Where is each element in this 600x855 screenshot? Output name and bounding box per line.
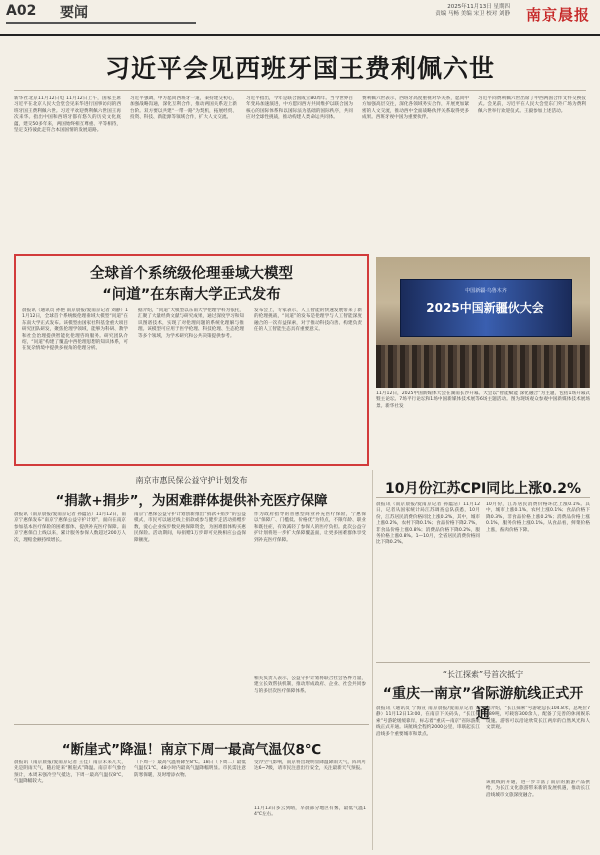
feature-headline-2: “问道”在东南大学正式发布 [102, 287, 281, 303]
feature-col-2: 据介绍，“问道”大模型以东南大学伦理学科为依托，汇聚了大量经典文献与研究成果，通过深度学习和知识图谱技术，实现了对伦理问题的系统化理解与推理。该模型可应用于医学伦理、科技伦理、生态伦理等多个领域，为学术研究和公共决策提供参考。 [138, 308, 244, 339]
masthead: 南京晨报 [525, 6, 590, 24]
medical-col-2: 南京宁惠保公益守护计划创新推出“捐款+捐步”的公益模式，市民可以通过线上捐款或参与健步走活动捐赠步数，爱心企业按步数兑换保障资金，为困难群体购买惠民保险。活动期间，每捐赠1万步即可兑换相应公益保障额度。 [134, 512, 246, 543]
photo-caption: 11月12日，2025中国新媒体大会在湖南长沙开幕。大会以“智能赋能 深化融合”为主题，包括1场开幕式暨主论坛、7场平行论坛和1场中国新媒体技术展等6场主题活动。图为现场观众参观中国新媒体技术展场景。新华社发 [376, 391, 590, 409]
section-name: 要闻 [60, 5, 88, 21]
route-kicker: “长江探索”号首次抵宁 [442, 670, 524, 679]
feature-col-3: 发布会上，专家表示，人工智能的快速发展带来了新的伦理挑战，“问道”的发布是伦理学与人工智能深度融合的一次有益探索，对于推动科技向善、构建负责任的人工智能生态具有重要意义。 [254, 308, 362, 333]
cpi-headline: 10月份江苏CPI同比上涨0.2% [384, 481, 582, 497]
top-headline: 习近平会见西班牙国王费利佩六世 [104, 54, 495, 83]
feature-headline-1: 全球首个系统级伦理垂域大模型 [90, 266, 293, 282]
weather-rule [14, 724, 369, 725]
top-story-col-4: 费利佩六世表示，西班牙高度重视对华关系，愿同中方加强高层交往，深化各领域务实合作，开展更加紧密的人文交流，推动西中全面战略伙伴关系取得更多成果。西班牙视中国为重要伙伴。 [362, 96, 469, 121]
feature-col-1: 晨报讯（通讯员 孙艳 南京晨报/爱南京记者 刘静）11月12日，全球首个系统级伦理垂域大模型“问道”在东南大学正式发布。该模型由国家社科基金重大项目研究团队研发，聚焦伦理学领域，能够为科研、教学和社会治理提供智能化伦理咨询服务。研究团队介绍，“问道”构建了覆盖中西伦理思想的知识体系，可在复杂情境中提供多视角的伦理分析。 [22, 308, 128, 352]
date-line: 2025年11月13日 星期四 [447, 4, 510, 10]
route-col-3: 该航线的开通，进一步丰富了南京的旅游产品供给，为长江文化旅游带来新的发展机遇，推动长江沿线城市文旅深度融合。 [486, 780, 590, 798]
headline-rule [14, 90, 586, 91]
cpi-rule [376, 497, 590, 498]
cpi-col-1: 晨报讯（南京晨报/爱南京记者 孙蕴洁）11月12日，记者从国家统计局江苏调查总队获悉，10月份，江苏居民消费价格同比上涨0.2%，其中，城市上涨0.2%，农村下降0.1%；食品价格下降2.7%，非食品价格上涨0.8%；消费品价格下降0.2%，服务价格上涨0.8%。1—10月，全省居民消费价格同比下降0.2%。 [376, 502, 480, 546]
news-photo [376, 257, 590, 388]
weather-col-2: （下周一）最高气温将降至8℃。18日（下周二）最低气温仅1℃，48小时内最高气温降幅明显。市民需注意防寒保暖，及时增添衣物。 [134, 760, 246, 778]
column-divider [372, 470, 373, 850]
weather-headline: “断崖式”降温！南京下周一最高气温仅8℃ [61, 742, 322, 758]
medical-col-4: 相关负责人表示，公益守护计划将联合社会各界力量，建立长效帮扶机制，推动形成政府、企业、社会共同参与的多层次医疗保障体系。 [254, 676, 366, 694]
medical-col-3: 作为政府指导的普惠型商业补充医疗保险，宁惠保以“保障广、门槛低、价格优”为特点，不限年龄、职业和既往症，有效减轻了参保人的医疗负担。此次公益守护计划将进一步扩大保障覆盖面，让更多困难群体享受到补充医疗保障。 [254, 512, 366, 543]
top-story-col-1: 新华社北京11月12日电 11月12日上午，国家主席习近平在北京人民大会堂会见来华进行国事访问的西班牙国王费利佩六世。习近平欢迎费利佩六世国王再次来华。指出中国和西班牙都有悠久的历史文化底蕴，建交50多年来，两国始终相互尊重、平等相待，坚定支持彼此走符合本国国情的发展道路。 [14, 96, 121, 134]
weather-col-4: 11月13日多云到晴，早晨部分地区有雾，最低气温14℃左右。 [254, 806, 366, 818]
photo-stage-text: 2025中国新疆伙大会 [426, 301, 544, 315]
page-header [0, 0, 600, 36]
top-story-col-3: 习近平指出，今年是联合国成立80周年。当今世界百年变局加速演进，中方愿同西方共同维护以联合国为核心的国际体系和以国际法为基础的国际秩序，共同应对全球性挑战，推动构建人类命运共同体。 [246, 96, 353, 121]
top-story-col-5: 习近平同费利佩六世出席了中西两国合作文件交换仪式。会见前，习近平在人民大会堂东门外广场为费利佩六世举行欢迎仪式。王毅参加上述活动。 [478, 96, 586, 114]
medical-kicker: 南京市惠民保公益守护计划发布 [135, 476, 248, 485]
weather-col-1: 晨报讯（南京晨报/爱南京记者 王佳）南京未来几天，先是阴雨天气，随后迎来“断崖式”降温。南京市气象台预计，本周末强冷空气抵达，下周一最高气温仅8℃，气温降幅较大。 [14, 760, 126, 785]
route-col-1: 晨报讯（通讯员 宁海宣 南京晨报/爱南京记者 刘静）11月12日13:00，在南京下关码头，“长江探索”号游轮缓缓靠岸，标志着“重庆—南京”省际游航线正式开通。该航线全程约2000公里，串联起长江沿线多个重要城市和景点。 [376, 706, 480, 737]
medical-headline: “捐款+捐步”，为困难群体提供补充医疗保障 [55, 493, 328, 509]
route-col-2: 据介绍，“长江探索”号游轮总长104.8米，总吨位7389吨，可载客300余人，配备了完善的休闲娱乐设施。游客可以沿途欣赏长江两岸的自然风光和人文景观。 [486, 706, 590, 731]
editor-line: 责编 马畅 美编 宋卫 校对 刘静 [435, 11, 510, 17]
top-story-col-2: 习近平强调，中方愿同西班牙一道，秉持建交初心，加强战略沟通，深化互利合作，推动两国关系迈上新台阶。双方要以共建“一带一路”为契机，拓展经贸、投资、科技、新能源等领域合作，扩大人文交流。 [130, 96, 237, 121]
medical-col-1: 晨报讯（南京晨报/爱南京记者 孙蕴洁）11月12日，南京宁惠保发布“南京宁惠保公益守护计划”，面向在南京参加基本医疗保险的困难群体，提供补充医疗保障。南京宁惠保自上线以来，累计服务参保人数超过200万人次，理赔金额持续增长。 [14, 512, 126, 543]
photo-stage-top-text: 中国新疆·乌鲁木齐 [465, 288, 507, 294]
weather-col-3: 受冷空气影响，南京将出现明显降温降雨天气，阵风可达6~7级，请市民注意出行安全，关注最新天气预报。 [254, 760, 366, 772]
header-bar [6, 22, 196, 24]
header-meta [435, 4, 510, 18]
photo-crowd [376, 345, 590, 388]
route-rule [376, 662, 590, 663]
route-headline: “重庆一南京”省际游航线正式开通 [382, 686, 584, 722]
cpi-col-2: 10月份，江苏居民消费价格环比上涨0.1%。其中，城市上涨0.1%，农村上涨0.1%；食品价格下降0.3%，非食品价格上涨0.2%；消费品价格上涨0.1%，服务价格上涨0.1%。从食品看，鲜菜价格上涨，畜肉价格下降。 [486, 502, 590, 533]
page-number: A02 [6, 3, 37, 19]
